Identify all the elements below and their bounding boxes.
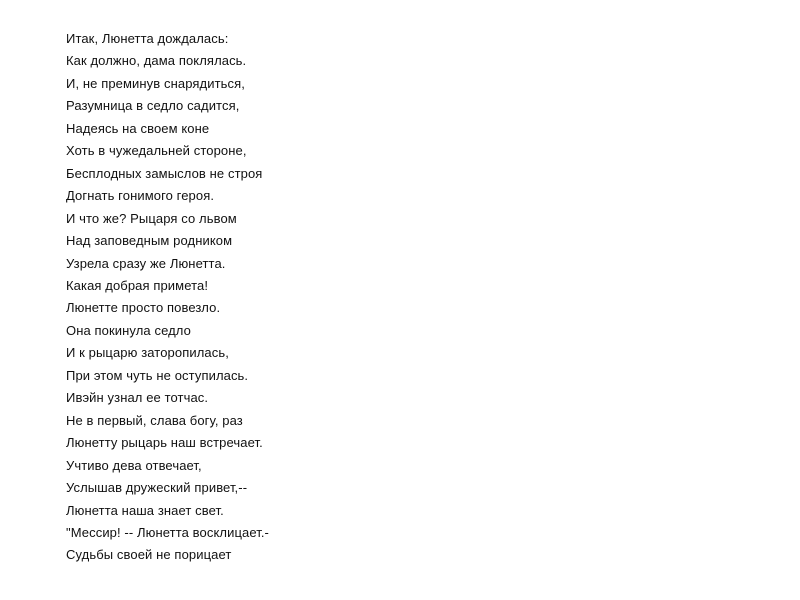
poem-line: И к рыцарю заторопилась,: [66, 345, 229, 361]
poem-line: Она покинула седло: [66, 322, 191, 338]
poem-line: Ивэйн узнал ее тотчас.: [66, 390, 209, 406]
poem-line: Бесплодных замыслов не строя: [66, 165, 263, 181]
poem-line: Над заповедным родником: [66, 233, 233, 249]
poem-line: Разумница в седло садится,: [66, 98, 240, 114]
poem-line: Люнетте просто повезло.: [66, 300, 221, 316]
poem-line: Услышав дружеский привет,--: [66, 480, 248, 496]
poem-line: "Мессир! -- Люнетта восклицает.-: [66, 524, 269, 540]
poem-line: Хоть в чужедальней стороне,: [66, 143, 247, 159]
poem-line: Какая добрая примета!: [66, 277, 209, 293]
poem-line: Как должно, дама поклялась.: [66, 53, 247, 69]
poem-text: [66, 28, 269, 567]
poem-line: Люнетту рыцарь наш встречает.: [66, 435, 263, 451]
poem-line: Итак, Люнетта дождалась:: [66, 31, 229, 46]
poem-line: Судьбы своей не порицает: [66, 547, 232, 563]
poem-line: И что же? Рыцаря со львом: [66, 210, 237, 226]
poem-line: При этом чуть не оступилась.: [66, 367, 249, 383]
poem-line: Надеясь на своем коне: [66, 120, 210, 136]
poem-line: Догнать гонимого героя.: [66, 188, 215, 204]
poem-line: Не в первый, слава богу, раз: [66, 412, 243, 428]
poem-line: Узрела сразу же Люнетта.: [66, 255, 226, 271]
poem-line: Учтиво дева отвечает,: [66, 457, 202, 473]
poem-line: Люнетта наша знает свет.: [66, 502, 224, 518]
poem-line: И, не преминув снарядиться,: [66, 75, 245, 91]
